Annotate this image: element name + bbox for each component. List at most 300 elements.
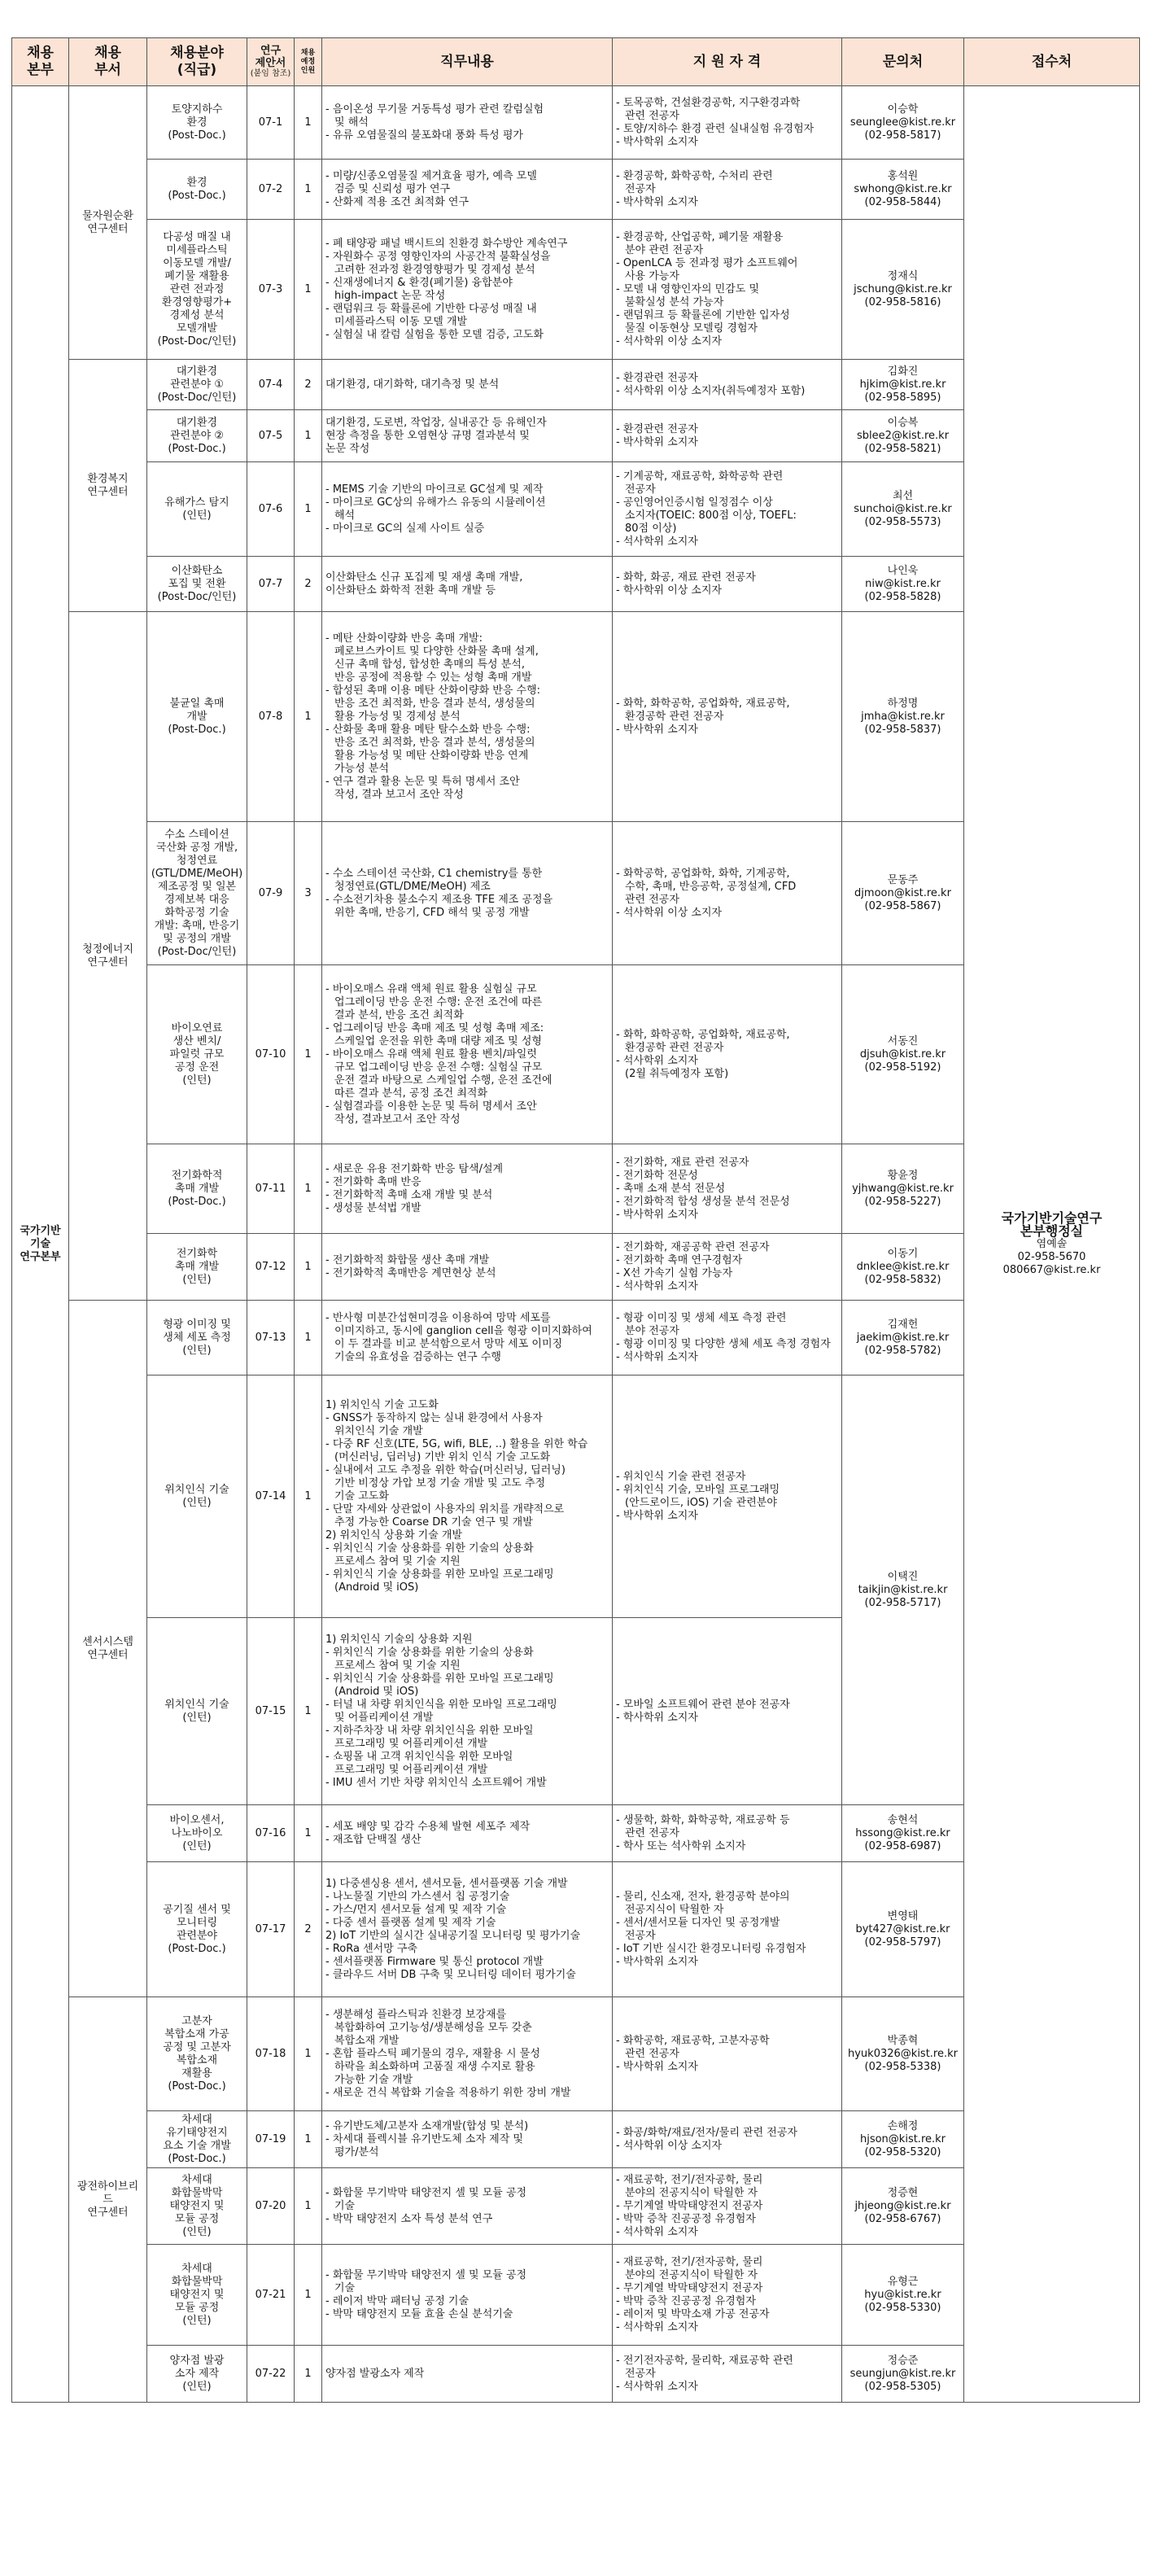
duty-line: - 수소 스테이션 국산화, C1 chemistry를 통한 — [325, 867, 543, 880]
duty-line: 청정연료(GTL/DME/MeOH) 제조 — [334, 880, 491, 893]
qualification-line: - 박사학위 소지자 — [616, 1509, 698, 1522]
proposal-code: 07-2 — [247, 160, 295, 220]
duty-line: - 차세대 플렉시블 유기반도체 소자 제작 및 — [325, 2132, 523, 2145]
proposal-code: 07-15 — [247, 1618, 295, 1805]
duty-line: - 생분해성 플라스틱과 친환경 보강재를 — [325, 2008, 507, 2021]
duty-line: - 단말 자세와 상관없이 사용자의 위치를 개략적으로 — [325, 1502, 565, 1515]
contact-cell — [842, 1234, 964, 1301]
qualification-line: - X선 가속기 실험 가능자 — [616, 1266, 733, 1279]
duty-line: 복합화하여 고기능성/생분해성을 모두 갖춘 — [334, 2021, 532, 2034]
qualification-cell — [613, 160, 842, 220]
proposal-code: 07-10 — [247, 965, 295, 1144]
contact-phone: (02-958-5816) — [864, 295, 941, 308]
qualification-line: 관련 전공자 — [625, 109, 679, 122]
proposal-code: 07-18 — [247, 1997, 295, 2111]
qualification-line: - 박사학위 소지자 — [616, 1208, 698, 1221]
qualification-line: - 위치인식 기술 관련 전공자 — [616, 1470, 746, 1483]
headcount: 1 — [295, 1375, 322, 1618]
contact-cell — [842, 612, 964, 822]
proposal-code: 07-21 — [247, 2245, 295, 2346]
duty-cell — [322, 220, 613, 360]
qualification-line: - 재료공학, 전기/전자공학, 물리 — [616, 2255, 763, 2268]
qualification-line: - 전기화학, 재료 관련 전공자 — [616, 1156, 749, 1169]
field-cell — [147, 2346, 247, 2403]
contact-email[interactable]: yjhwang@kist.re.kr — [852, 1182, 954, 1195]
contact-cell — [842, 2346, 964, 2403]
field-cell — [147, 1301, 247, 1375]
duty-line: 활용 가능성 및 경제성 분석 — [334, 710, 461, 723]
duty-cell — [322, 462, 613, 557]
contact-email[interactable]: taikjin@kist.re.kr — [858, 1583, 948, 1596]
contact-cell — [842, 557, 964, 612]
duty-line: - 화합물 무기박막 태양전지 셀 및 모듈 공정 — [325, 2186, 527, 2199]
duty-line: - 위치인식 기술 상용화를 위한 모바일 프로그래밍 — [325, 1672, 554, 1685]
contact-cell — [842, 360, 964, 410]
qualification-cell — [613, 86, 842, 160]
qualification-line: - 박사학위 소지자 — [616, 135, 698, 148]
field-cell — [147, 410, 247, 462]
qualification-line: - 전기전자공학, 물리학, 재료공학 관련 — [616, 2354, 793, 2367]
duty-line: - 실험결과를 이용한 논문 및 특허 명세서 조안 — [325, 1100, 537, 1113]
qualification-line: - 물리, 신소재, 전자, 환경공학 분야의 — [616, 1890, 790, 1903]
duty-line: 스케일업 운전을 위한 촉매 대량 제조 및 성형 — [334, 1034, 542, 1047]
duty-line: 위한 촉매, 반응기, CFD 해석 및 공정 개발 — [334, 906, 530, 919]
contact-email[interactable]: swhong@kist.re.kr — [854, 182, 952, 195]
qualification-cell — [613, 2111, 842, 2168]
duty-line: - 레이저 박막 패터닝 공정 기술 — [325, 2294, 469, 2307]
field-name: 양자점 발광 소자 제작 (인턴) — [169, 2354, 225, 2393]
qualification-line: - 학사 또는 석사학위 소지자 — [616, 1839, 746, 1852]
contact-phone: (02-958-5828) — [864, 590, 941, 603]
contact-email[interactable]: hjkim@kist.re.kr — [859, 378, 946, 391]
headcount: 1 — [295, 1997, 322, 2111]
field-cell — [147, 86, 247, 160]
duty-line: - 클라우드 서버 DB 구축 및 모니터링 데이터 평가기술 — [325, 1968, 576, 1981]
qualification-line: - 학사학위 이상 소지자 — [616, 584, 723, 597]
duty-cell — [322, 557, 613, 612]
headcount: 1 — [295, 1144, 322, 1234]
proposal-code: 07-6 — [247, 462, 295, 557]
contact-cell — [842, 822, 964, 965]
qualification-line: 전공자 — [625, 182, 656, 195]
duty-line: - 생성물 분석법 개발 — [325, 1201, 421, 1214]
proposal-code: 07-19 — [247, 2111, 295, 2168]
qualification-line: - 석사학위 이상 소지자(취득예정자 포함) — [616, 384, 806, 397]
duty-line: 및 어플리케이션 개발 — [334, 1711, 434, 1724]
contact-name: 정증현 — [887, 2186, 919, 2199]
field-name: 불균일 촉매 개발 (Post-Doc.) — [168, 697, 226, 736]
duty-cell — [322, 1618, 613, 1805]
duty-line: - 혼합 플라스틱 폐기물의 경우, 재활용 시 물성 — [325, 2047, 540, 2060]
recruitment-table — [11, 37, 1140, 2403]
duty-line: - MEMS 기술 기반의 마이크로 GC설계 및 제작 — [325, 483, 544, 496]
qualification-line: - 석사학위 이상 소지자 — [616, 906, 723, 919]
duty-cell — [322, 1997, 613, 2111]
duty-line: 대기환경, 도로변, 작업장, 실내공간 등 유해인자 — [325, 416, 547, 429]
qualification-line: - 박막 증착 진공공정 유경험자 — [616, 2294, 756, 2307]
qualification-line: - 박사학위 소지자 — [616, 1955, 698, 1968]
duty-line: 기반 비정상 가압 보정 기술 개발 및 고도 추정 — [334, 1476, 546, 1489]
headcount: 1 — [295, 410, 322, 462]
duty-line: 하락을 최소화하며 고품질 재생 수지로 활용 — [334, 2060, 535, 2073]
qualification-line: - 박사학위 소지자 — [616, 435, 698, 448]
qualification-line: - 재료공학, 전기/전자공학, 물리 — [616, 2173, 763, 2186]
qualification-line: - 화학, 화공, 재료 관련 전공자 — [616, 571, 756, 584]
duty-line: 및 해석 — [334, 116, 369, 129]
headcount: 2 — [295, 360, 322, 410]
duty-line: 가능한 기술 개발 — [334, 2073, 413, 2086]
duty-line: - 합성된 촉매 이용 메탄 산화이량화 반응 수행: — [325, 684, 541, 697]
field-cell — [147, 2111, 247, 2168]
field-name: 바이오센서, 나노바이오 (인턴) — [169, 1813, 225, 1852]
contact-cell — [842, 2168, 964, 2245]
field-name: 형광 이미징 및 생체 세포 측정 (인턴) — [163, 1318, 231, 1357]
duty-cell — [322, 410, 613, 462]
contact-email[interactable]: djsuh@kist.re.kr — [859, 1047, 946, 1061]
contact-cell — [842, 2111, 964, 2168]
qualification-line: - 생물학, 화학, 화학공학, 재료공학 등 — [616, 1813, 790, 1826]
contact-email[interactable]: hyu@kist.re.kr — [864, 2288, 941, 2301]
duty-line: - 산화물 촉매 활용 메탄 탈수소화 반응 수행: — [325, 723, 531, 736]
duty-line: 해석 — [334, 509, 356, 522]
qualification-line: - 전기화학적 합성 생성물 분석 전문성 — [616, 1195, 790, 1208]
contact-phone: (02-958-5832) — [864, 1273, 941, 1286]
qualification-line: - 레이저 및 박막소재 가공 전공자 — [616, 2307, 770, 2320]
qualification-cell — [613, 360, 842, 410]
contact-email[interactable]: hjson@kist.re.kr — [859, 2132, 946, 2145]
qualification-line: - 환경공학, 화학공학, 수처리 관련 — [616, 169, 773, 182]
reception-email[interactable]: 080667@kist.re.kr — [1002, 1263, 1101, 1276]
qualification-line: - 센서/센서모듈 디자인 및 공정개발 — [616, 1916, 780, 1929]
header-field — [147, 38, 247, 86]
qualification-line: - 환경관련 전공자 — [616, 371, 698, 384]
contact-email[interactable]: seungjun@kist.re.kr — [849, 2367, 956, 2380]
reception-phone: 02-958-5670 — [1017, 1250, 1086, 1263]
headcount: 1 — [295, 2346, 322, 2403]
duty-line: 따른 결과 분석, 공정 조건 최적화 — [334, 1087, 488, 1100]
duty-line: - 폐 태양광 패널 백시트의 친환경 화수방안 계속연구 — [325, 237, 568, 250]
contact-email[interactable]: jschung@kist.re.kr — [854, 282, 952, 295]
qualification-line: - 환경공학, 산업공학, 폐기물 재활용 — [616, 230, 784, 243]
duty-line: 운전 결과 바탕으로 스케일업 수행, 운전 조건에 — [334, 1074, 552, 1087]
duty-line: - 나노물질 기반의 가스센서 칩 공정기술 — [325, 1890, 510, 1903]
table-header-row — [12, 38, 1140, 86]
duty-line: (머신러닝, 딥러닝) 기반 위치 인식 기술 고도화 — [334, 1450, 551, 1463]
qualification-line: - 화학공학, 공업화학, 화학, 기계공학, — [616, 867, 790, 880]
qualification-line: 분야 관련 전공자 — [625, 243, 704, 256]
headcount: 1 — [295, 2245, 322, 2346]
contact-phone: (02-958-5338) — [864, 2060, 941, 2073]
field-cell — [147, 2245, 247, 2346]
contact-cell — [842, 1805, 964, 1862]
dept-cell — [69, 86, 147, 360]
duty-cell — [322, 2245, 613, 2346]
field-cell — [147, 1997, 247, 2111]
qualification-line: - 화학공학, 재료공학, 고분자공학 — [616, 2034, 770, 2047]
qualification-cell — [613, 220, 842, 360]
contact-name: 이승복 — [887, 416, 919, 429]
contact-cell — [842, 1997, 964, 2111]
contact-name: 문동주 — [887, 873, 919, 886]
duty-line: - 새로운 유용 전기화학 반응 탐색/설계 — [325, 1162, 504, 1175]
reception-cell — [964, 86, 1140, 2403]
headcount: 1 — [295, 2168, 322, 2245]
proposal-code: 07-12 — [247, 1234, 295, 1301]
contact-cell-shared — [842, 1375, 964, 1805]
qualification-line: - 석사학위 소지자 — [616, 1350, 698, 1363]
qualification-line: - 화학, 화학공학, 공업화학, 재료공학, — [616, 697, 790, 710]
field-name: 차세대 화합물박막 태양전지 및 모듈 공정 (인턴) — [169, 2173, 225, 2238]
headcount: 1 — [295, 160, 322, 220]
proposal-code: 07-17 — [247, 1862, 295, 1997]
duty-line: 1) 위치인식 기술 고도화 — [325, 1398, 439, 1411]
contact-phone: (02-958-5782) — [864, 1344, 941, 1357]
duty-line: - 음이온성 무기물 거동특성 평가 관련 칼럼실험 — [325, 103, 544, 116]
header-code-sub: (붙임 참조) — [250, 69, 291, 78]
contact-cell — [842, 160, 964, 220]
hq-name: 국가기반 기술 연구본부 — [20, 1224, 61, 1263]
qualification-line: - 형광 이미징 및 다양한 생체 세포 측정 경험자 — [616, 1337, 831, 1350]
contact-email[interactable]: sblee2@kist.re.kr — [856, 429, 950, 442]
qualification-cell — [613, 965, 842, 1144]
field-cell — [147, 822, 247, 965]
duty-cell — [322, 86, 613, 160]
duty-line: 업그레이딩 반응 운전 수행: 운전 조건에 따른 — [334, 995, 543, 1008]
contact-phone: (02-958-5895) — [864, 391, 941, 404]
contact-phone: (02-958-5797) — [864, 1935, 941, 1948]
duty-line: - 메탄 산화이량화 반응 촉매 개발: — [325, 632, 483, 645]
qualification-line: (2월 취득예정자 포함) — [625, 1067, 729, 1080]
duty-line: 이 두 결과를 비교 분석함으로서 망막 세포 이미징 — [334, 1337, 563, 1350]
duty-line: - 박막 태양전지 소자 특성 분석 연구 — [325, 2212, 493, 2225]
headcount: 1 — [295, 1805, 322, 1862]
qualification-line: - 형광 이미징 및 생체 세포 측정 관련 — [616, 1311, 787, 1324]
duty-cell — [322, 1301, 613, 1375]
duty-line: - RoRa 센서망 구축 — [325, 1942, 417, 1955]
contact-phone: (02-958-5573) — [864, 515, 941, 528]
contact-email[interactable]: byt427@kist.re.kr — [855, 1922, 950, 1935]
duty-cell — [322, 2168, 613, 2245]
proposal-code: 07-7 — [247, 557, 295, 612]
contact-name: 이승학 — [887, 103, 919, 116]
duty-line: (Android 및 iOS) — [334, 1581, 419, 1594]
headcount: 1 — [295, 2111, 322, 2168]
qualification-line: - 석사학위 이상 소지자 — [616, 335, 723, 348]
qualification-line: - 학사학위 소지자 — [616, 1711, 698, 1724]
contact-name: 홍석원 — [887, 169, 919, 182]
contact-cell — [842, 1144, 964, 1234]
proposal-code: 07-14 — [247, 1375, 295, 1618]
field-name: 대기환경 관련분야 ② (Post-Doc.) — [168, 416, 226, 455]
reception-title: 국가기반기술연구 본부행정실 — [1001, 1209, 1103, 1239]
contact-name: 서동진 — [887, 1034, 919, 1047]
qualification-line: - 무기계열 박막태양전지 전공자 — [616, 2199, 763, 2212]
duty-line: - GNSS가 동작하지 않는 실내 환경에서 사용자 — [325, 1411, 543, 1424]
contact-email[interactable]: sunchoi@kist.re.kr — [854, 502, 952, 515]
headcount: 1 — [295, 220, 322, 360]
contact-cell — [842, 1862, 964, 1997]
contact-cell — [842, 86, 964, 160]
contact-email[interactable]: hyuk0326@kist.re.kr — [848, 2047, 958, 2060]
contact-email[interactable]: jmha@kist.re.kr — [861, 710, 945, 723]
duty-cell — [322, 1144, 613, 1234]
qualification-line: 전공자 — [625, 1929, 656, 1942]
duty-line: 이미지하고, 동시에 ganglion cell을 형광 이미지화하여 — [334, 1324, 592, 1337]
qualification-cell — [613, 1618, 842, 1805]
duty-line: - 바이오매스 유래 액체 원료 활용 벤치/파일럿 — [325, 1047, 537, 1061]
qualification-line: 분야 전공자 — [625, 1324, 679, 1337]
field-cell — [147, 557, 247, 612]
header-code-text: 연구 제안서 — [255, 45, 286, 69]
contact-name: 손해정 — [887, 2119, 919, 2132]
contact-phone: (02-958-6987) — [864, 1839, 941, 1852]
headcount: 1 — [295, 462, 322, 557]
duty-line: 양자점 발광소자 제작 — [325, 2367, 425, 2380]
field-name: 위치인식 기술 (인턴) — [164, 1483, 229, 1509]
field-cell — [147, 2168, 247, 2245]
header-qual-text: 지 원 자 격 — [692, 53, 762, 70]
qualification-line: 불확실성 분석 가능자 — [625, 295, 724, 308]
contact-phone: (02-958-5717) — [864, 1596, 941, 1609]
header-contact-text: 문의처 — [882, 53, 924, 70]
duty-line: 기술 — [334, 2199, 356, 2212]
qualification-cell — [613, 410, 842, 462]
contact-phone: (02-958-5192) — [864, 1061, 941, 1074]
field-cell — [147, 1144, 247, 1234]
field-name: 토양지하수 환경 (Post-Doc.) — [168, 103, 226, 142]
duty-line: 프로그래밍 및 어플리케이션 개발 — [334, 1737, 488, 1750]
dept-name: 환경복지 연구센터 — [87, 472, 129, 498]
proposal-code: 07-1 — [247, 86, 295, 160]
qualification-cell — [613, 612, 842, 822]
field-name: 위치인식 기술 (인턴) — [164, 1698, 229, 1724]
duty-line: 현장 측정을 통한 오염현상 규명 결과분석 및 — [325, 429, 530, 442]
qualification-line: - 석사학위 소지자 — [616, 2380, 698, 2393]
header-count — [295, 38, 322, 86]
qualification-line: - 랜덤워크 등 확률론에 기반한 입자성 — [616, 308, 790, 321]
qualification-cell — [613, 2346, 842, 2403]
field-cell — [147, 965, 247, 1144]
qualification-line: - 공인영어인증시험 일정점수 이상 — [616, 496, 773, 509]
field-name: 수소 스테이션 국산화 공정 개발, 청정연료 (GTL/DME/MeOH) 제조공정 및 일본 경제보복 대응 화학공정 기술 개발: 촉매, 반응기 및 공정의 개발 (Post-Doc/인턴) — [151, 828, 243, 958]
header-dept-text: 채용 부서 — [94, 45, 121, 78]
qualification-line: - 모바일 소프트웨어 관련 분야 전공자 — [616, 1698, 790, 1711]
duty-line: high-impact 논문 작성 — [334, 289, 446, 302]
qualification-line: - 석사학위 소지자 — [616, 535, 698, 548]
contact-email[interactable]: jaekim@kist.re.kr — [856, 1331, 950, 1344]
qualification-line: 물질 이동현상 모델링 경험자 — [625, 321, 758, 335]
qualification-cell — [613, 557, 842, 612]
duty-cell — [322, 1862, 613, 1997]
proposal-code: 07-3 — [247, 220, 295, 360]
duty-line: 기술 — [334, 2281, 356, 2294]
headcount: 1 — [295, 1618, 322, 1805]
qualification-line: - 화학, 화학공학, 공업화학, 재료공학, — [616, 1028, 790, 1041]
qualification-line: 환경공학 관련 전공자 — [625, 1041, 724, 1054]
contact-email[interactable]: jhjeong@kist.re.kr — [854, 2199, 951, 2212]
contact-email[interactable]: hssong@kist.re.kr — [855, 1826, 950, 1839]
field-name: 유해가스 탐지 (인턴) — [164, 496, 229, 522]
contact-email[interactable]: seunglee@kist.re.kr — [849, 116, 956, 129]
qualification-cell — [613, 1234, 842, 1301]
duty-line: - 위치인식 기술 상용화를 위한 기술의 상용화 — [325, 1646, 534, 1659]
header-hq — [12, 38, 69, 86]
duty-line: - 터널 내 차량 위치인식을 위한 모바일 프로그래밍 — [325, 1698, 557, 1711]
duty-line: 반응 조건 최적화, 반응 결과 분석, 생성물의 — [334, 736, 535, 749]
contact-name: 황윤정 — [887, 1169, 919, 1182]
header-count-text: 채용 예정 인원 — [300, 48, 316, 75]
duty-line: 규모 업그레이딩 반응 운전 수행: 실험실 규모 — [334, 1061, 543, 1074]
duty-line: - 센서플랫폼 Firmware 및 통신 protocol 개발 — [325, 1955, 544, 1968]
duty-line: 결과 분석, 반응 조건 최적화 — [334, 1008, 464, 1021]
duty-line: 대기환경, 대기화학, 대기측정 및 분석 — [325, 378, 500, 391]
contact-name: 이동기 — [887, 1247, 919, 1260]
table-row — [12, 86, 1140, 160]
field-cell — [147, 160, 247, 220]
proposal-code: 07-13 — [247, 1301, 295, 1375]
duty-line: 기술 고도화 — [334, 1489, 389, 1502]
duty-line: 반응 조건 최적화, 반응 결과 분석, 생성물의 — [334, 697, 535, 710]
recruitment-document — [11, 37, 1139, 2403]
duty-cell — [322, 822, 613, 965]
field-name: 공기질 센서 및 모니터링 관련분야 (Post-Doc.) — [163, 1903, 231, 1955]
headcount: 1 — [295, 1301, 322, 1375]
header-code — [247, 38, 295, 86]
duty-line: 복합소재 개발 — [334, 2034, 400, 2047]
duty-line: 이산화탄소 신규 포집제 및 재생 촉매 개발, — [325, 571, 523, 584]
qualification-line: 관련 전공자 — [625, 1826, 679, 1839]
duty-cell — [322, 360, 613, 410]
dept-name: 청정에너지 연구센터 — [82, 942, 133, 969]
duty-line: - 신재생에너지 & 환경(폐기물) 융합분야 — [325, 276, 513, 289]
duty-cell — [322, 1375, 613, 1618]
duty-line: - 산화제 적용 조건 최적화 연구 — [325, 195, 469, 208]
proposal-code: 07-9 — [247, 822, 295, 965]
duty-cell — [322, 965, 613, 1144]
qualification-line: - 위치인식 기술, 모바일 프로그래밍 — [616, 1483, 780, 1496]
duty-line: 평가/분석 — [334, 2145, 379, 2158]
qualification-line: 환경공학 관련 전공자 — [625, 710, 724, 723]
contact-name: 나인욱 — [887, 564, 919, 577]
contact-email[interactable]: niw@kist.re.kr — [865, 577, 941, 590]
qualification-cell — [613, 1862, 842, 1997]
field-name: 차세대 유기태양전지 요소 기술 개발 (Post-Doc.) — [163, 2113, 231, 2165]
headcount: 1 — [295, 86, 322, 160]
duty-line: 프로세스 참여 및 기술 지원 — [334, 1659, 461, 1672]
hq-cell — [12, 86, 69, 2403]
duty-line: 위치인식 기술 개발 — [334, 1424, 423, 1437]
qualification-cell — [613, 1805, 842, 1862]
duty-line: - 화합물 무기박막 태양전지 셀 및 모듈 공정 — [325, 2268, 527, 2281]
contact-phone: (02-958-5844) — [864, 195, 941, 208]
contact-email[interactable]: djmoon@kist.re.kr — [854, 886, 951, 899]
headcount: 2 — [295, 557, 322, 612]
qualification-line: 분야의 전공지식이 탁월한 자 — [625, 2268, 758, 2281]
header-recv — [964, 38, 1140, 86]
contact-cell — [842, 1301, 964, 1375]
duty-cell — [322, 612, 613, 822]
duty-line: 신규 촉매 합성, 합성한 촉매의 특성 분석, — [334, 658, 525, 671]
dept-name: 광전하이브리드 연구센터 — [76, 2180, 139, 2219]
qualification-line: - 기계공학, 재료공학, 화학공학 관련 — [616, 470, 784, 483]
qualification-line: 80점 이상) — [625, 522, 677, 535]
qualification-cell — [613, 1997, 842, 2111]
contact-name: 유형근 — [887, 2275, 919, 2288]
contact-email[interactable]: dnklee@kist.re.kr — [856, 1260, 950, 1273]
field-cell — [147, 1234, 247, 1301]
qualification-line: - 환경관련 전공자 — [616, 422, 698, 435]
headcount: 1 — [295, 965, 322, 1144]
